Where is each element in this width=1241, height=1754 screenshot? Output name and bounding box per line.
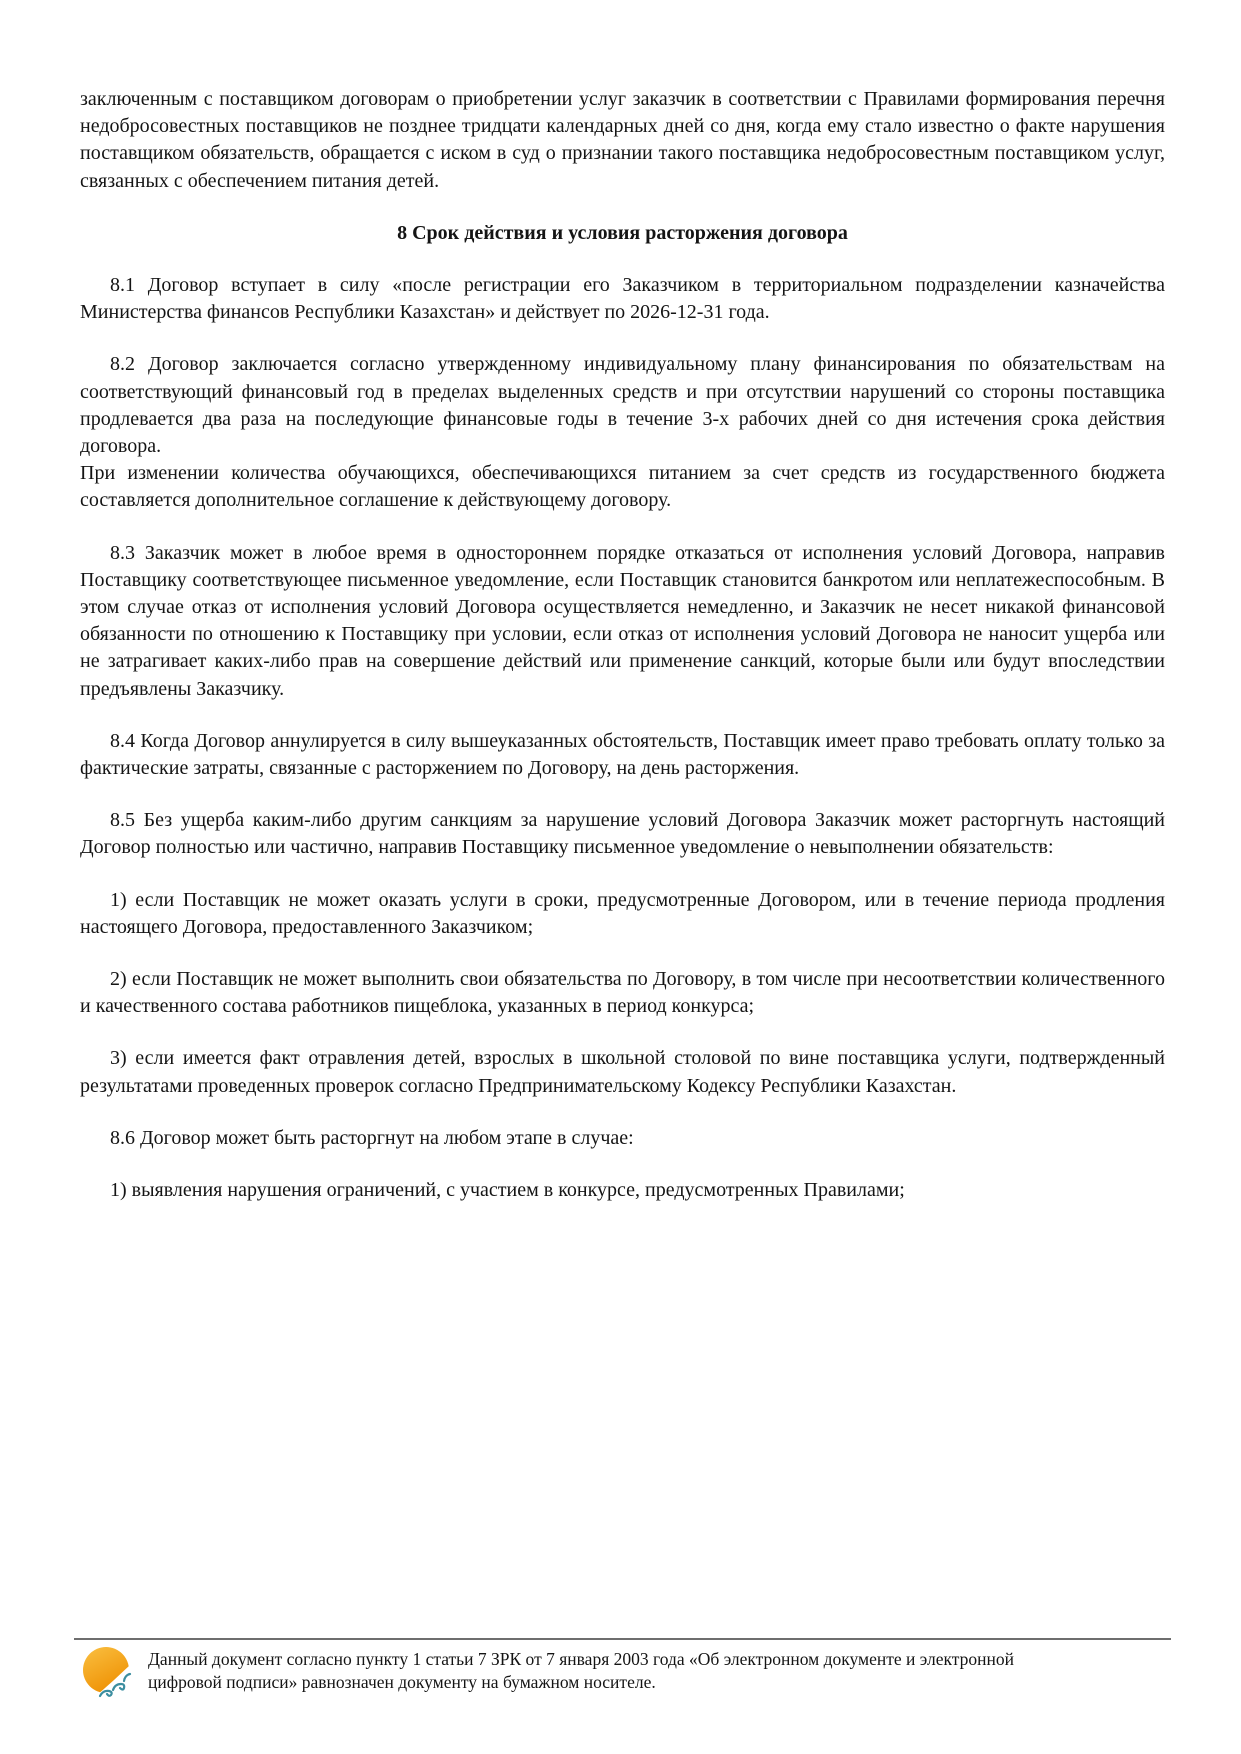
footer-divider [74,1638,1171,1640]
paragraph-8-5-item-3: 3) если имеется факт отравления детей, взрослых в школьной столовой по вине поставщика услуги, подтвержденный результатами проведенных проверок согласно Предпринимательскому Кодексу Республики Казахстан. [80,1047,1165,1097]
paragraph-8-3: 8.3 Заказчик может в любое время в одностороннем порядке отказаться от исполнения условий Договора, направив Поставщику соответствующее письменное уведомление, если Поставщик становится банкротом или неплатежеспособным. В этом случае отказ от исполнения условий Договора осуществляется немедленно, и Заказчик не несет никакой финансовой обязанности по отношению к Поставщику при условии, если отказ от исполнения условий Договора не наносит ущерба или не затрагивает каких-либо прав на совершение действий или применение санкций, которые были или будут впоследствии предъявлены Заказчику. [80,541,1165,700]
paragraph-8-4: 8.4 Когда Договор аннулируется в силу вышеуказанных обстоятельств, Поставщик имеет право требовать оплату только за фактические затраты, связанные с расторжением по Договору, на день расторжения. [80,729,1165,780]
paragraph-8-6: 8.6 Договор может быть расторгнут на любом этапе в случае: [110,1126,634,1149]
footer-note-text: Данный документ согласно пункту 1 статьи 7 ЗРК от 7 января 2003 года «Об электронном документе и электронной цифровой подписи» равнозначен документу на бумажном носителе. [148,1649,1014,1692]
electronic-document-stamp-icon [80,1646,134,1702]
paragraph-8-5: 8.5 Без ущерба каким-либо другим санкциям за нарушение условий Договора Заказчик может расторгнуть настоящий Договор полностью или частично, направив Поставщику письменное уведомление о невыполнении обязательств: [80,809,1165,859]
paragraph-8-5-item-2: 2) если Поставщик не может выполнить свои обязательства по Договору, в том числе при несоответствии количественного и качественного состава работников пищеблока, указанных в период конкурса; [80,968,1165,1018]
section-heading: 8 Срок действия и условия расторжения договора [397,221,848,244]
paragraph-8-6-item-1: 1) выявления нарушения ограничений, с участием в конкурсе, предусмотренных Правилами; [110,1179,905,1202]
document-content [80,86,1165,1204]
paragraph-intro-continuation: заключенным с поставщиком договорам о приобретении услуг заказчик в соответствии с Правилами формирования перечня недобросовестных поставщиков не позднее тридцати календарных дней со дня, когда ему стало известно о факте нарушения поставщиком обязательств, обращается с иском в суд о признании такого поставщика недобросовестным поставщиком услуг, связанных с обеспечением питания детей. [80,88,1165,192]
footer-legal-note [74,1638,1171,1702]
paragraph-8-2-continuation: При изменении количества обучающихся, обеспечивающихся питанием за счет средств из государственного бюджета составляется дополнительное соглашение к действующему договору. [80,462,1165,512]
paragraph-8-1: 8.1 Договор вступает в силу «после регистрации его Заказчиком в территориальном подразделении казначейства Министерства финансов Республики Казахстан» и действует по 2026-12-31 года. [80,274,1165,324]
paragraph-8-2: 8.2 Договор заключается согласно утвержденному индивидуальному плану финансирования по обязательствам на соответствующий финансовый год в пределах выделенных средств и при отсутствии нарушений со стороны поставщика продлевается два раза на последующие финансовые годы в течение 3-х рабочих дней со дня истечения срока действия договора. [80,353,1165,458]
paragraph-8-5-item-1: 1) если Поставщик не может оказать услуги в сроки, предусмотренные Договором, или в течение периода продления настоящего Договора, предоставленного Заказчиком; [80,888,1165,938]
